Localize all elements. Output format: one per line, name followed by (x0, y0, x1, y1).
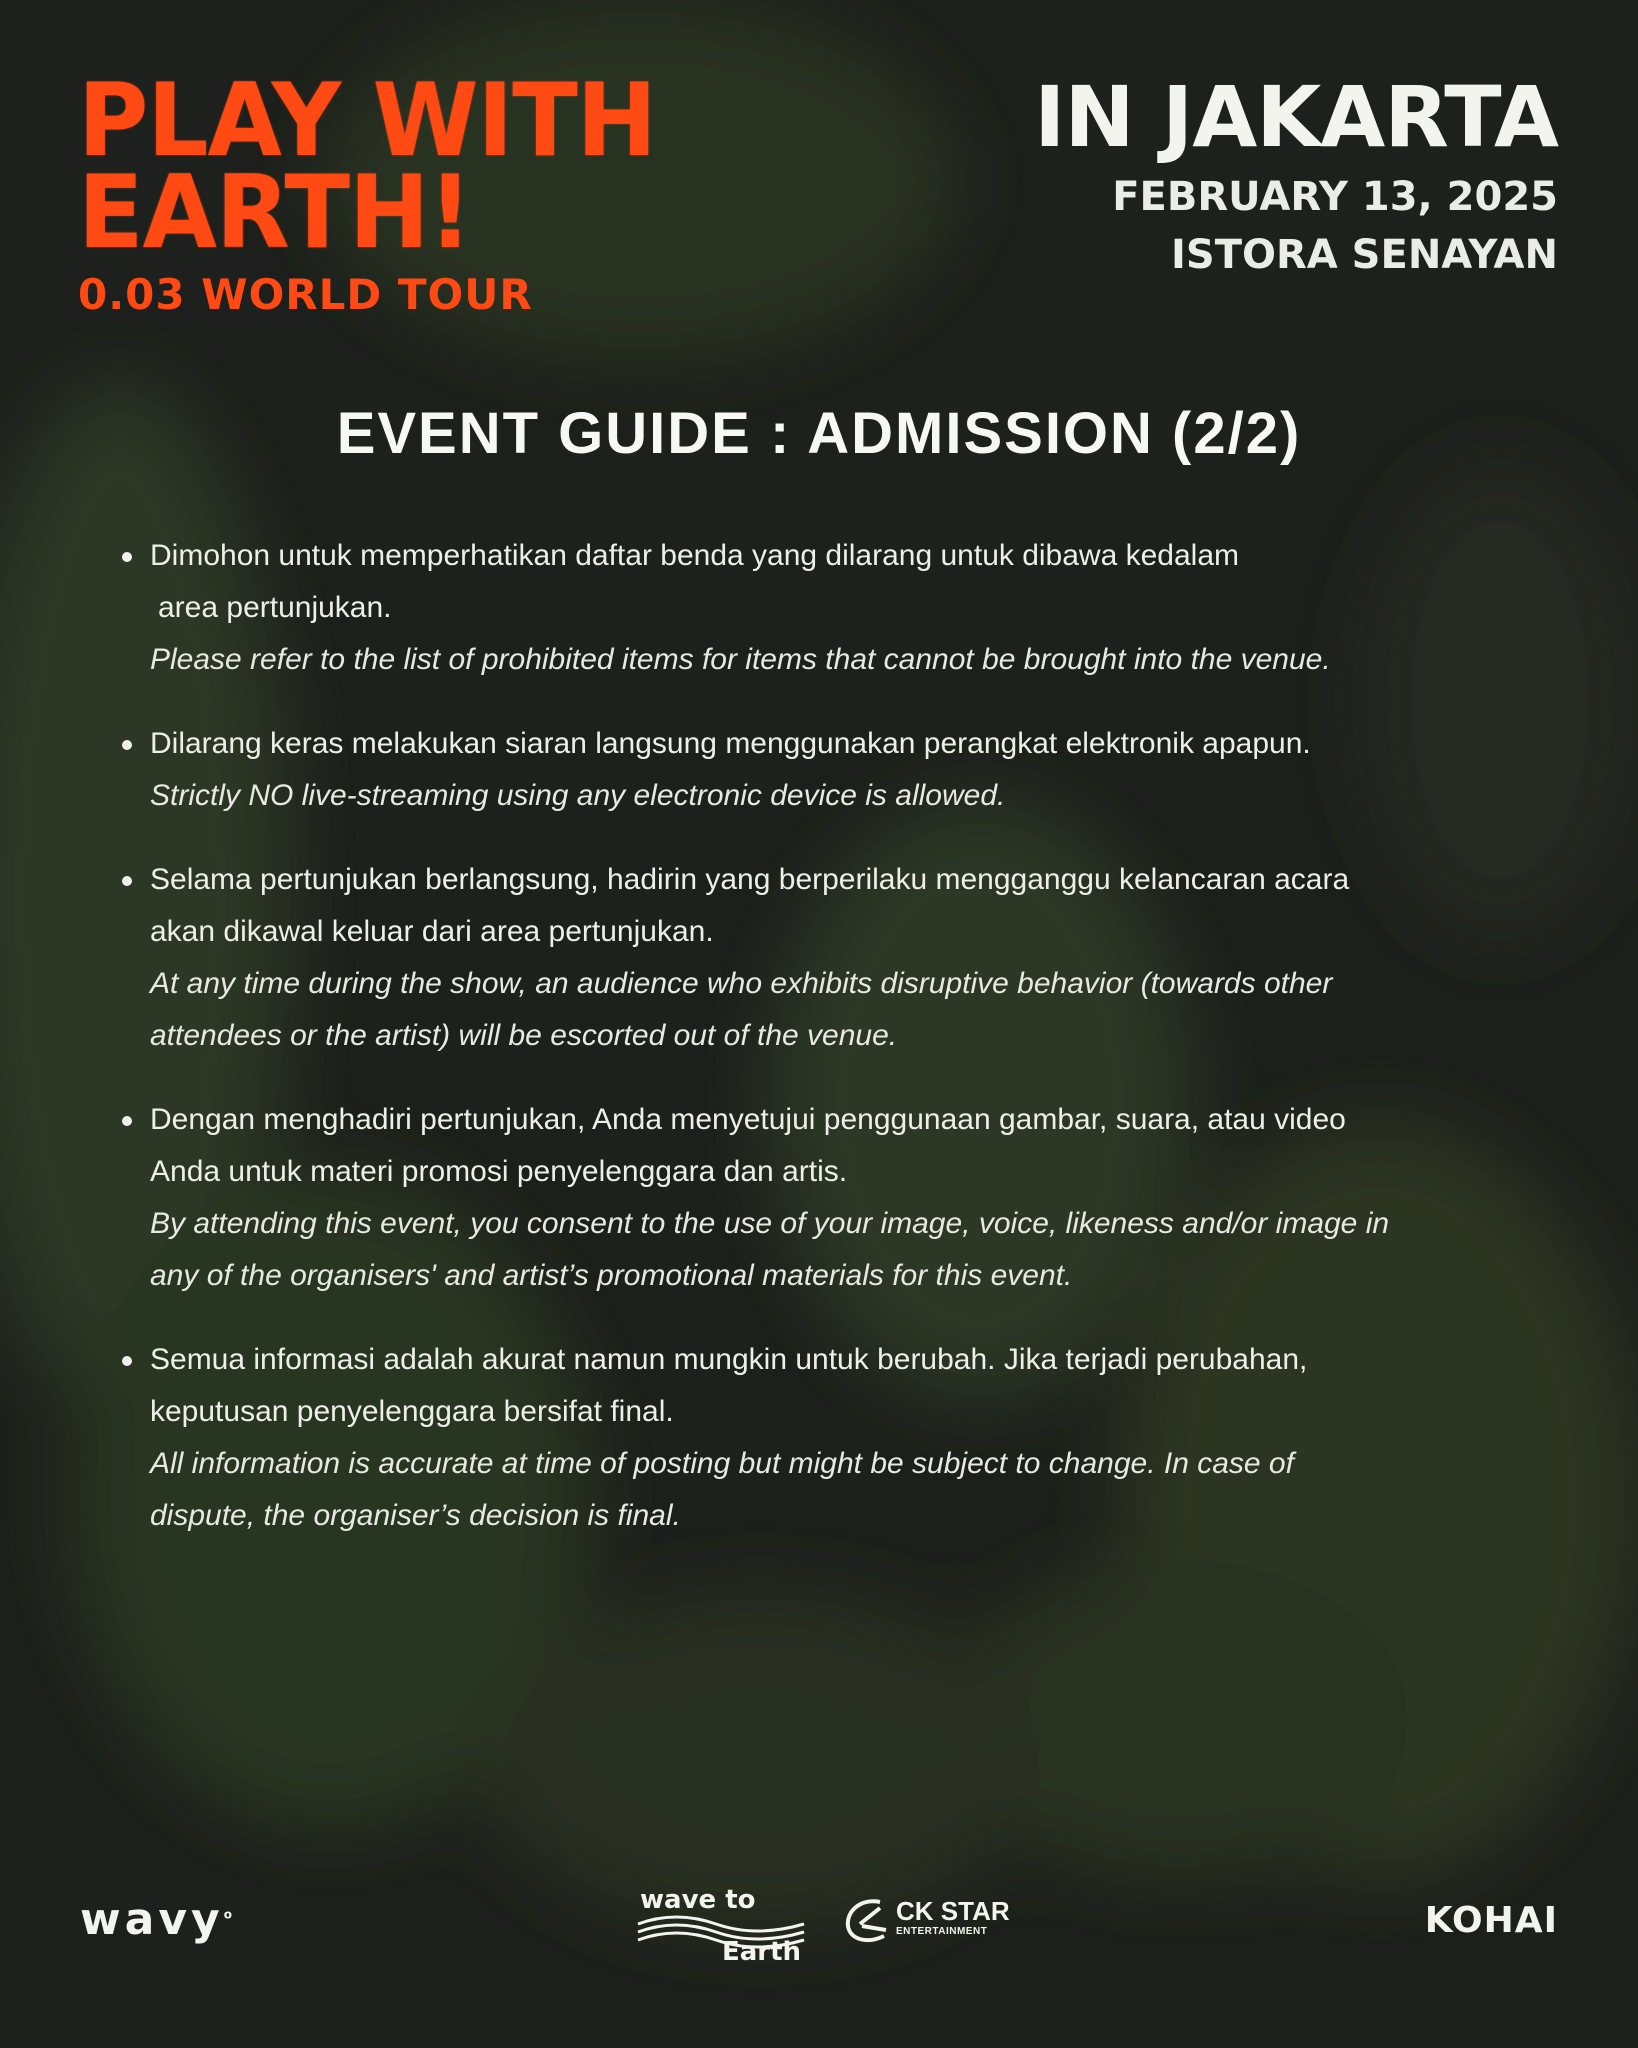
bullet-icon (122, 740, 132, 750)
ck-star-emblem-icon (840, 1894, 894, 1948)
location-block (1034, 68, 1558, 284)
brand-title-line2: EARTH! (78, 153, 472, 272)
wavy-logo-text: wavy (80, 1894, 224, 1945)
item-text-en: dispute, the organiser’s decision is final. (150, 1499, 681, 1532)
guide-item (122, 1334, 1522, 1542)
guide-item (122, 1094, 1522, 1302)
item-text-id: Semua informasi adalah akurat namun mungkin untuk berubah. Jika terjadi perubahan, (150, 1343, 1308, 1376)
wavy-logo: wavy$^o$ (80, 1894, 232, 1945)
ck-star-subtext: ENTERTAINMENT (896, 1926, 988, 1937)
brand-title-line1: PLAY WITH (78, 61, 657, 180)
item-text-en: At any time during the show, an audience who exhibits disruptive behavior (towards other (150, 967, 1333, 1000)
item-text-en: any of the organisers' and artist’s promotional materials for this event. (150, 1259, 1073, 1292)
venue-label: ISTORA SENAYAN (1171, 232, 1558, 278)
guide-list (122, 530, 1522, 1574)
item-text-id: Selama pertunjukan berlangsung, hadirin yang berperilaku mengganggu kelancaran acara (150, 863, 1350, 896)
ck-star-text: CK STAR (896, 1896, 1010, 1926)
city-label: IN JAKARTA (1034, 68, 1558, 166)
item-text-id: Dimohon untuk memperhatikan daftar benda yang dilarang untuk dibawa kedalam (150, 539, 1240, 572)
item-text-id: Dilarang keras melakukan siaran langsung menggunakan perangkat elektronik apapun. (150, 727, 1311, 760)
wave-to-earth-text-2: Earth (722, 1937, 802, 1964)
item-text-id: Anda untuk materi promosi penyelenggara dan artis. (150, 1155, 848, 1188)
page-title: EVENT GUIDE : ADMISSION (2/2) (336, 401, 1302, 466)
item-text-id: area pertunjukan. (158, 591, 392, 624)
guide-item (122, 530, 1522, 686)
item-text-en: All information is accurate at time of posting but might be subject to change. In case of (150, 1447, 1294, 1480)
guide-item (122, 854, 1522, 1062)
item-text-id: akan dikawal keluar dari area pertunjukan. (150, 915, 714, 948)
item-text-en: Please refer to the list of prohibited items for items that cannot be brought into the venue. (150, 643, 1331, 676)
bullet-icon (122, 1116, 132, 1126)
bullet-icon (122, 876, 132, 886)
sponsor-footer (0, 1880, 1638, 1970)
item-text-id: Dengan menghadiri pertunjukan, Anda menyetujui penggunaan gambar, suara, atau video (150, 1103, 1346, 1136)
wave-to-earth-logo (636, 1880, 806, 1964)
item-text-en: Strictly NO live-streaming using any electronic device is allowed. (150, 779, 1006, 812)
date-label: FEBRUARY 13, 2025 (1112, 174, 1558, 220)
bullet-icon (122, 1356, 132, 1366)
kohai-logo: KOHAI (1424, 1900, 1558, 1941)
tour-subtitle: 0.03 WORLD TOUR (78, 270, 533, 319)
item-text-en: By attending this event, you consent to the use of your image, voice, likeness and/or image in (150, 1207, 1390, 1240)
ck-star-logo (840, 1894, 1010, 1950)
bullet-icon (122, 552, 132, 562)
item-text-en: attendees or the artist) will be escorted out of the venue. (150, 1019, 898, 1052)
brand-block (78, 61, 657, 319)
guide-item (122, 718, 1522, 822)
wave-to-earth-text-1: wave to (640, 1885, 756, 1915)
item-text-id: keputusan penyelenggara bersifat final. (150, 1395, 674, 1428)
